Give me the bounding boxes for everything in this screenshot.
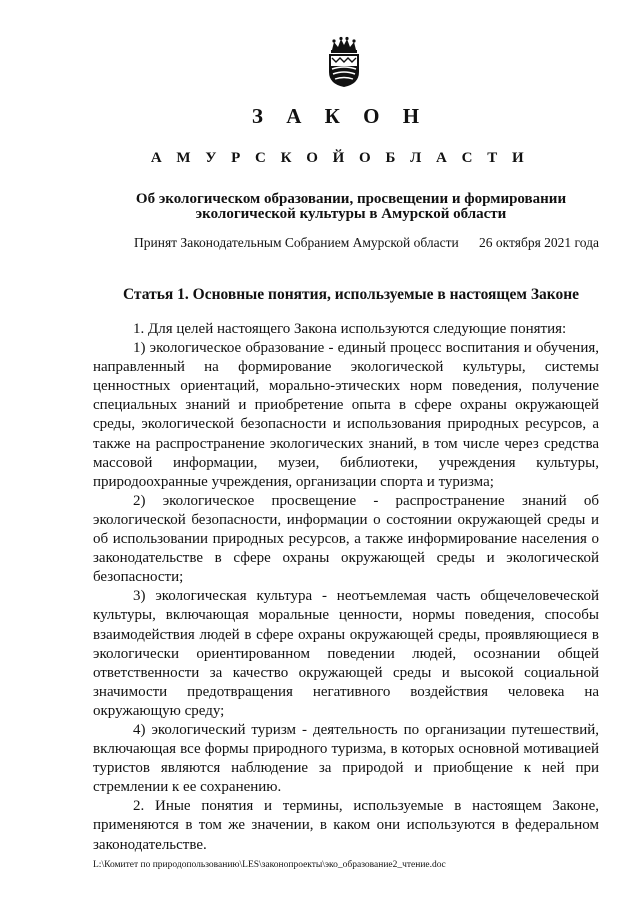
article-heading: Статья 1. Основные понятия, используемые в настоящем Законе [122,286,580,303]
footer-file-path: L:\Комитет по природопользованию\LES\законопроекты\эко_образование2_чтение.doc [93,860,446,870]
adopted-by: Принят Законодательным Собранием Амурской области [134,235,459,250]
paragraph-ecological-tourism: 4) экологический туризм - деятельность по организации путешествий, включающая все формы природного туризма, в которых основной мотивацией туристов являются наблюдение за природой и приобщение к ней при стремлении к ее сохранению. [93,721,599,796]
paragraph-intro: 1. Для целей настоящего Закона используются следующие понятия: [133,321,567,337]
adopted-date: 26 октября 2021 года [479,235,599,250]
paragraph-ecological-enlightenment: 2) экологическое просвещение - распространение знаний об экологической безопасности, информации о состоянии окружающей среды и об использовании природных ресурсов, а также информирование населения о законодательстве в сфере охраны окружающей среды и экологической безопасности; [93,492,599,586]
law-name [86,192,616,222]
law-title: З А К О Н [251,104,429,128]
law-name-line-1: Об экологическом образовании, просвещении и формировании [135,191,567,207]
paragraph-ecological-education: 1) экологическое образование - единый процесс воспитания и обучения, направленный на формирование экологической культуры, системы ценностных ориентаций, морально-этических норм поведения, получение специальных знаний и приобретение опыта в сфере охраны окружающей среды, экологической безопасности и использования природных ресурсов, а также на распространение экологических знаний, в том числе через средства массовой информации, музеи, библиотеки, учреждения культуры, природоохранные учреждения, организации спорта и туризма; [93,340,599,490]
paragraph-other-terms: 2. Иные понятия и термины, используемые в настоящем Законе, применяются в том же значении, в каком они используются в федеральном законодательстве. [93,798,599,853]
paragraph-ecological-culture: 3) экологическая культура - неотъемлемая часть общечеловеческой культуры, включающая моральные ценности, нормы поведения, способы взаимодействия людей в сфере охраны окружающей среды, проявляющиеся в экологически ориентированном поведении людей, осознании общей ответственности за качество окружающей среды и высокой социальной значимости предотвращения негативного воздействия человека на окружающую среду; [93,588,599,719]
region-title: А М У Р С К О Й О Б Л А С Т И [150,150,530,166]
law-name-line-2: экологической культуры в Амурской области [195,206,507,222]
article-body [93,320,599,855]
amur-region-coat-of-arms-icon [322,36,366,88]
adoption-line [134,235,599,251]
